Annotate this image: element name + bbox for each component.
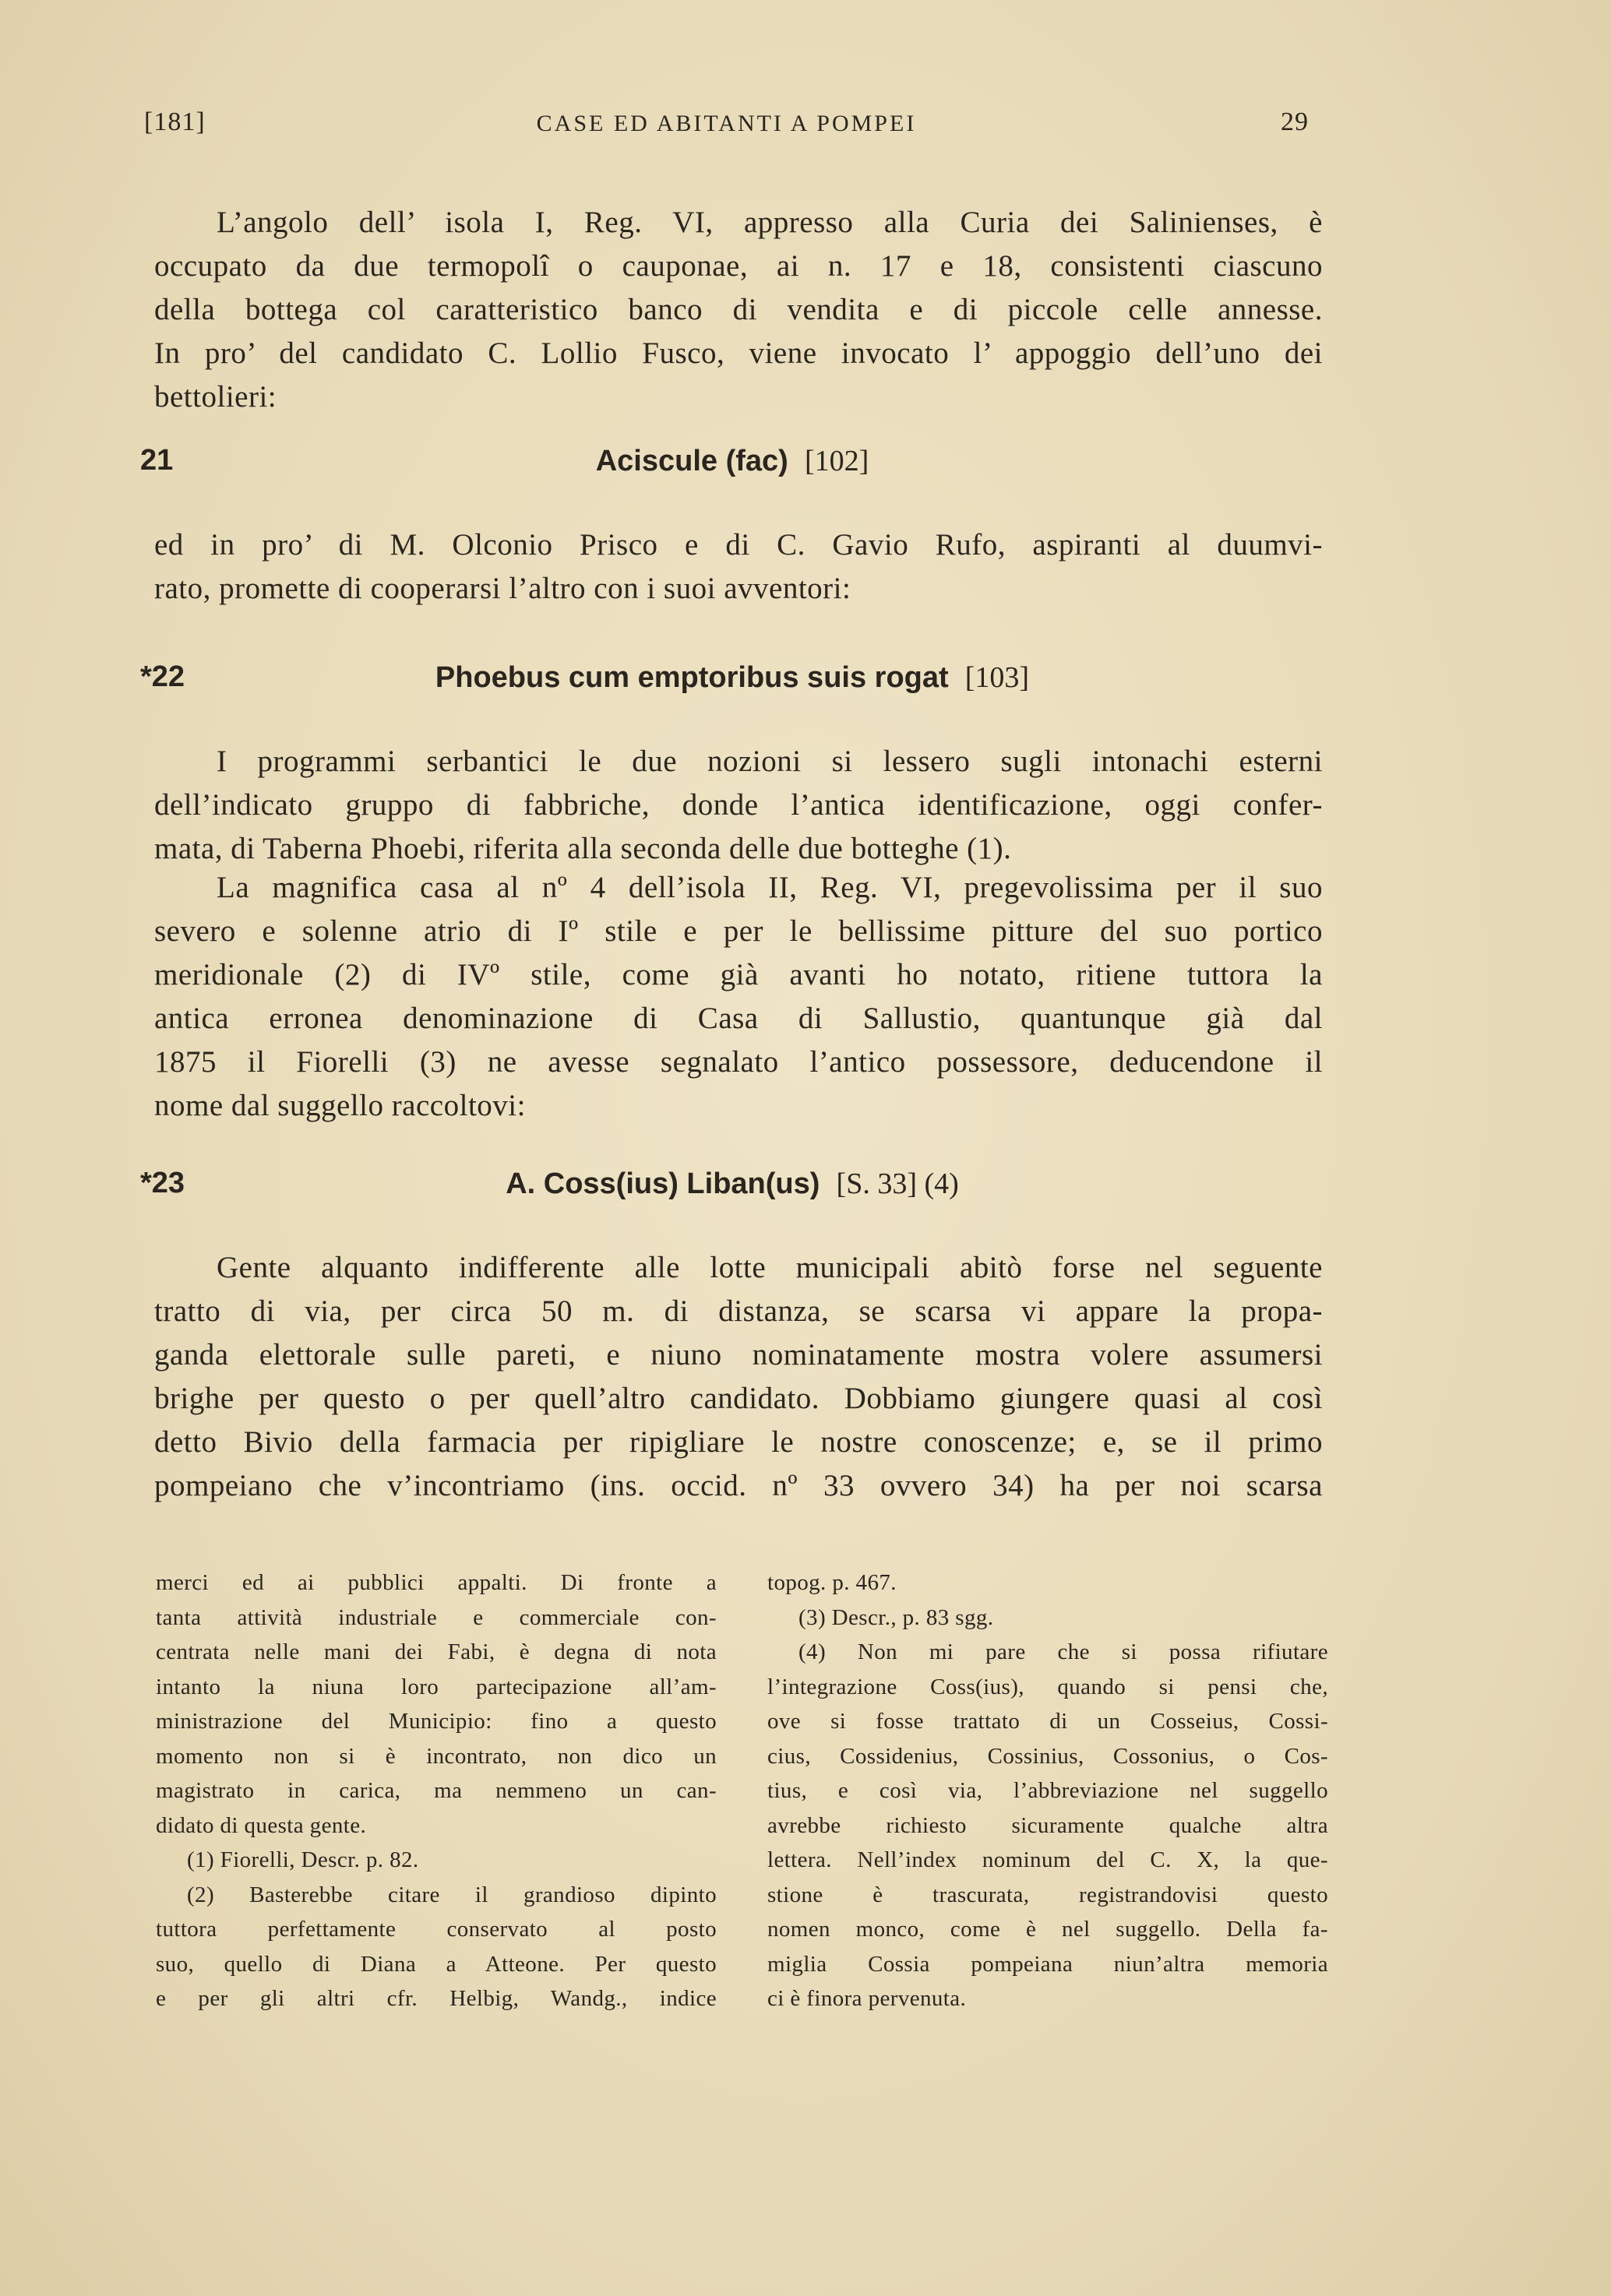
footnote-line: stione è trascurata, registrandovisi questo — [767, 1882, 1328, 1907]
inscription-number: *22 — [140, 660, 185, 693]
text-line: della bottega col caratteristico banco di vendita e di piccole celle annesse. — [154, 293, 1323, 326]
text-line: rato, promette di cooperarsi l’altro con i suoi avventori: — [154, 572, 851, 605]
paragraph-5 — [154, 1246, 1323, 1508]
footnote-1: (1) Fiorelli, Descr. p. 82. — [187, 1847, 419, 1872]
paragraph-2 — [154, 523, 1323, 611]
inscription-ref: [S. 33] (4) — [836, 1167, 959, 1200]
footnote-line: cius, Cossidenius, Cossinius, Cossonius, o Cos- — [767, 1743, 1328, 1769]
text-line: L’angolo dell’ isola I, Reg. VI, appresso alla Curia dei Salinienses, è — [217, 206, 1323, 239]
footnote-line: avrebbe richiesto sicuramente qualche altra — [767, 1812, 1328, 1838]
text-line: mata, di Taberna Phoebi, riferita alla seconda delle due botteghe (1). — [154, 832, 1012, 865]
footnote-line: miglia Cossia pompeiana niun’altra memoria — [767, 1951, 1328, 1977]
text-line: meridionale (2) di IVº stile, come già avanti ho notato, ritiene tuttora la — [154, 958, 1323, 991]
page-number: 29 — [1281, 107, 1309, 136]
footnote-line: nomen monco, come è nel suggello. Della fa- — [767, 1917, 1328, 1942]
footnote-line: ci è finora pervenuta. — [767, 1986, 967, 2011]
inscription-text: Aciscule (fac) — [595, 445, 788, 477]
running-title: CASE ED ABITANTI A POMPEI — [536, 111, 917, 136]
inscription-ref: [102] — [804, 445, 869, 477]
text-line: detto Bivio della farmacia per ripigliare le nostre conoscenze; e, se il primo — [154, 1425, 1323, 1459]
footnote-line: topog. p. 467. — [767, 1570, 897, 1595]
inscription-number: 21 — [140, 444, 174, 477]
footnote-line: tuttora perfettamente conservato al posto — [156, 1917, 717, 1942]
footnotes-right-column — [767, 1565, 1328, 2016]
text-line: bettolieri: — [154, 380, 277, 414]
footnote-line: momento non si è incontrato, non dico un — [156, 1743, 717, 1769]
text-line: occupato da due termopolî o cauponae, ai n. 17 e 18, consistenti ciascuno — [154, 249, 1323, 283]
footnote-line: centrata nelle mani dei Fabi, è degna di nota — [156, 1639, 717, 1664]
footnote-line: ove si fosse trattato di un Cosseius, Cossi- — [767, 1709, 1328, 1734]
footnote-line: suo, quello di Diana a Atteone. Per questo — [156, 1951, 717, 1977]
paragraph-1 — [154, 201, 1323, 419]
footnote-3: (3) Descr., p. 83 sgg. — [798, 1604, 994, 1630]
inscription-number: *23 — [140, 1167, 185, 1199]
footnote-line: tius, e così via, l’abbreviazione nel suggello — [767, 1778, 1328, 1803]
text-line: 1875 il Fiorelli (3) ne avesse segnalato l’antico possessore, deducendone il — [154, 1045, 1323, 1079]
footnote-line: e per gli altri cfr. Helbig, Wandg., indice — [156, 1986, 717, 2011]
text-line: dell’indicato gruppo di fabbriche, donde l’antica identificazione, oggi confer- — [154, 788, 1323, 822]
footnote-line: didato di questa gente. — [156, 1812, 367, 1838]
inscription-text: A. Coss(ius) Liban(us) — [506, 1167, 820, 1200]
footnote-line: tanta attività industriale e commerciale con- — [156, 1604, 717, 1630]
paragraph-4 — [154, 866, 1323, 1128]
text-line: tratto di via, per circa 50 m. di distanza, se scarsa vi appare la propa- — [154, 1294, 1323, 1328]
footnote-line: magistrato in carica, ma nemmeno un can- — [156, 1778, 717, 1803]
inscription-23 — [140, 1167, 1324, 1213]
text-line: Gente alquanto indifferente alle lotte municipali abitò forse nel seguente — [217, 1251, 1323, 1284]
footnote-4: (4) Non mi pare che si possa rifiutare — [798, 1639, 1328, 1664]
text-line: La magnifica casa al nº 4 dell’isola II, Reg. VI, pregevolissima per il suo — [217, 871, 1323, 904]
text-line: brighe per questo o per quell’altro candidato. Dobbiamo giungere quasi al così — [154, 1382, 1323, 1415]
footnote-line: ministrazione del Municipio: fino a questo — [156, 1709, 717, 1734]
inscription-text: Phoebus cum emptoribus suis rogat — [435, 661, 949, 694]
inscription-22 — [140, 660, 1324, 707]
text-line: severo e solenne atrio di Iº stile e per le bellissime pitture del suo portico — [154, 914, 1323, 948]
footnote-line: intanto la niuna loro partecipazione all’am- — [156, 1674, 717, 1699]
inscription-ref: [103] — [964, 661, 1030, 694]
text-line: I programmi serbantici le due nozioni si lessero sugli intonachi esterni — [217, 745, 1323, 778]
footnote-line: l’integrazione Coss(ius), quando si pensi che, — [767, 1674, 1328, 1699]
inscription-21 — [140, 444, 1324, 491]
footnote-line: lettera. Nell’index nominum del C. X, la que- — [767, 1847, 1328, 1872]
footnotes-left-column — [156, 1565, 717, 2016]
text-line: ganda elettorale sulle pareti, e niuno nominatamente mostra volere assumersi — [154, 1338, 1323, 1372]
text-line: ed in pro’ di M. Olconio Prisco e di C. Gavio Rufo, aspiranti al duumvi- — [154, 528, 1323, 562]
page-reference: [181] — [144, 107, 206, 136]
footnote-line: merci ed ai pubblici appalti. Di fronte a — [156, 1570, 717, 1595]
text-line: antica erronea denominazione di Casa di Sallustio, quantunque già dal — [154, 1002, 1323, 1035]
text-line: nome dal suggello raccoltovi: — [154, 1089, 526, 1122]
text-line: pompeiano che v’incontriamo (ins. occid. nº 33 ovvero 34) ha per noi scarsa — [154, 1469, 1323, 1502]
paragraph-3 — [154, 740, 1323, 871]
text-line: In pro’ del candidato C. Lollio Fusco, viene invocato l’ appoggio dell’uno dei — [154, 336, 1323, 370]
footnote-2: (2) Basterebbe citare il grandioso dipinto — [187, 1882, 717, 1907]
